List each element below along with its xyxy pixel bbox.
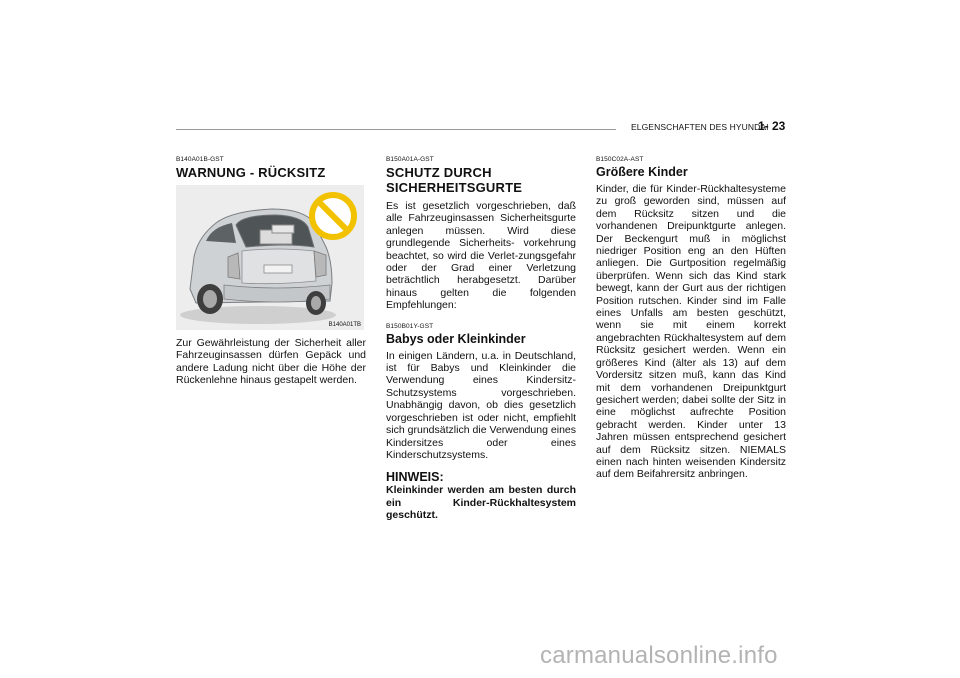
- page-number: 1- 23: [758, 119, 786, 133]
- section-code: B150A01A-GST: [386, 156, 434, 163]
- section-title: ELGENSCHAFTEN DES HYUNDAI: [631, 122, 769, 132]
- figure-code: B140A01TB: [328, 322, 361, 328]
- section-body: In einigen Ländern, u.a. in Deutschland, ist für Babys und Kleinkinder die Verwendung eines Kindersitz-Schutzsystems vorgeschrieben. Unabhängig davon, ob dies gesetzlich vorgeschrieben ist oder nicht, empfiehlt sich grundsätzlich die Verwendung eines Kindersitzes oder eines Kinderschutzsystems.: [386, 349, 576, 461]
- section-heading: Größere Kinder: [596, 165, 688, 179]
- section-code: B150B01Y-GST: [386, 322, 434, 330]
- section-code: B150C02A-AST: [596, 156, 644, 163]
- note-title: HINWEIS:: [386, 470, 444, 485]
- section-heading: WARNUNG - RÜCKSITZ: [176, 165, 326, 180]
- middle-column: [386, 155, 576, 522]
- section-body: Kinder, die für Kinder-Rückhaltesysteme zu groß geworden sind, müssen auf dem Rücksitz sitzen und die vorhandenen Dreipunktgurte anlegen. Der Beckengurt muß in möglichst niedriger Position eng an den Hüften anliegen. Die Gurtposition regelmäßig überprüfen. Wenn sich das Kind stark bewegt, kann der Gurt aus der richtigen Position rutschen. Kinder sind im Falle eines Unfalls am besten geschützt, wenn sie mit einem korrekt angebrachten Rückhaltesystem auf dem Rücksitz gesichert werden. Wenn ein größeres Kind (älter als 13) auf dem Vordersitz sitzen muß, kann das Kind mit dem vorhandenen Dreipunktgurt gesichert werden; dabei sollte der Sitz in eine möglichst aufrechte Position gebracht werden. Kinder unter 13 Jahren müssen entsprechend gesichert auf dem Rücksitz sitzen. NIEMALS einen nach hinten weisenden Kindersitz auf dem Beifahrersitz anbringen.: [596, 183, 786, 481]
- section-heading: SCHUTZ DURCH SICHERHEITSGURTE: [386, 165, 523, 195]
- babies-section: [386, 322, 576, 462]
- rear-seat-figure: [176, 185, 364, 330]
- header-rule: [176, 129, 616, 130]
- prohibition-sign-icon: [308, 191, 358, 241]
- section-body: Es ist gesetzlich vorgeschrieben, daß alle Fahrzeuginsassen Sicherheitsgurte anlegen müssen. Wird diese grundlegende Sicherheits- vorkehrung beachtet, so wird die Verlet-zungsgefahr oder der Grad einer Verletzung beträchtlich herabgesetzt. Darüber hinaus gelten die folgenden Empfehlungen:: [386, 200, 576, 312]
- right-column: [596, 155, 786, 481]
- section-code: B140A01B-GST: [176, 156, 224, 163]
- note-body: Kleinkinder werden am besten durch ein Kinder-Rückhaltesystem geschützt.: [386, 484, 576, 522]
- watermark: carmanualsonline.info: [540, 642, 778, 669]
- section-body: Zur Gewährleistung der Sicherheit aller Fahrzeuginsassen dürfen Gepäck und andere Ladung nicht über die Höhe der Rückenlehne hinaus gestapelt werden.: [176, 337, 366, 387]
- section-heading: Babys oder Kleinkinder: [386, 331, 526, 346]
- left-column: [176, 155, 366, 387]
